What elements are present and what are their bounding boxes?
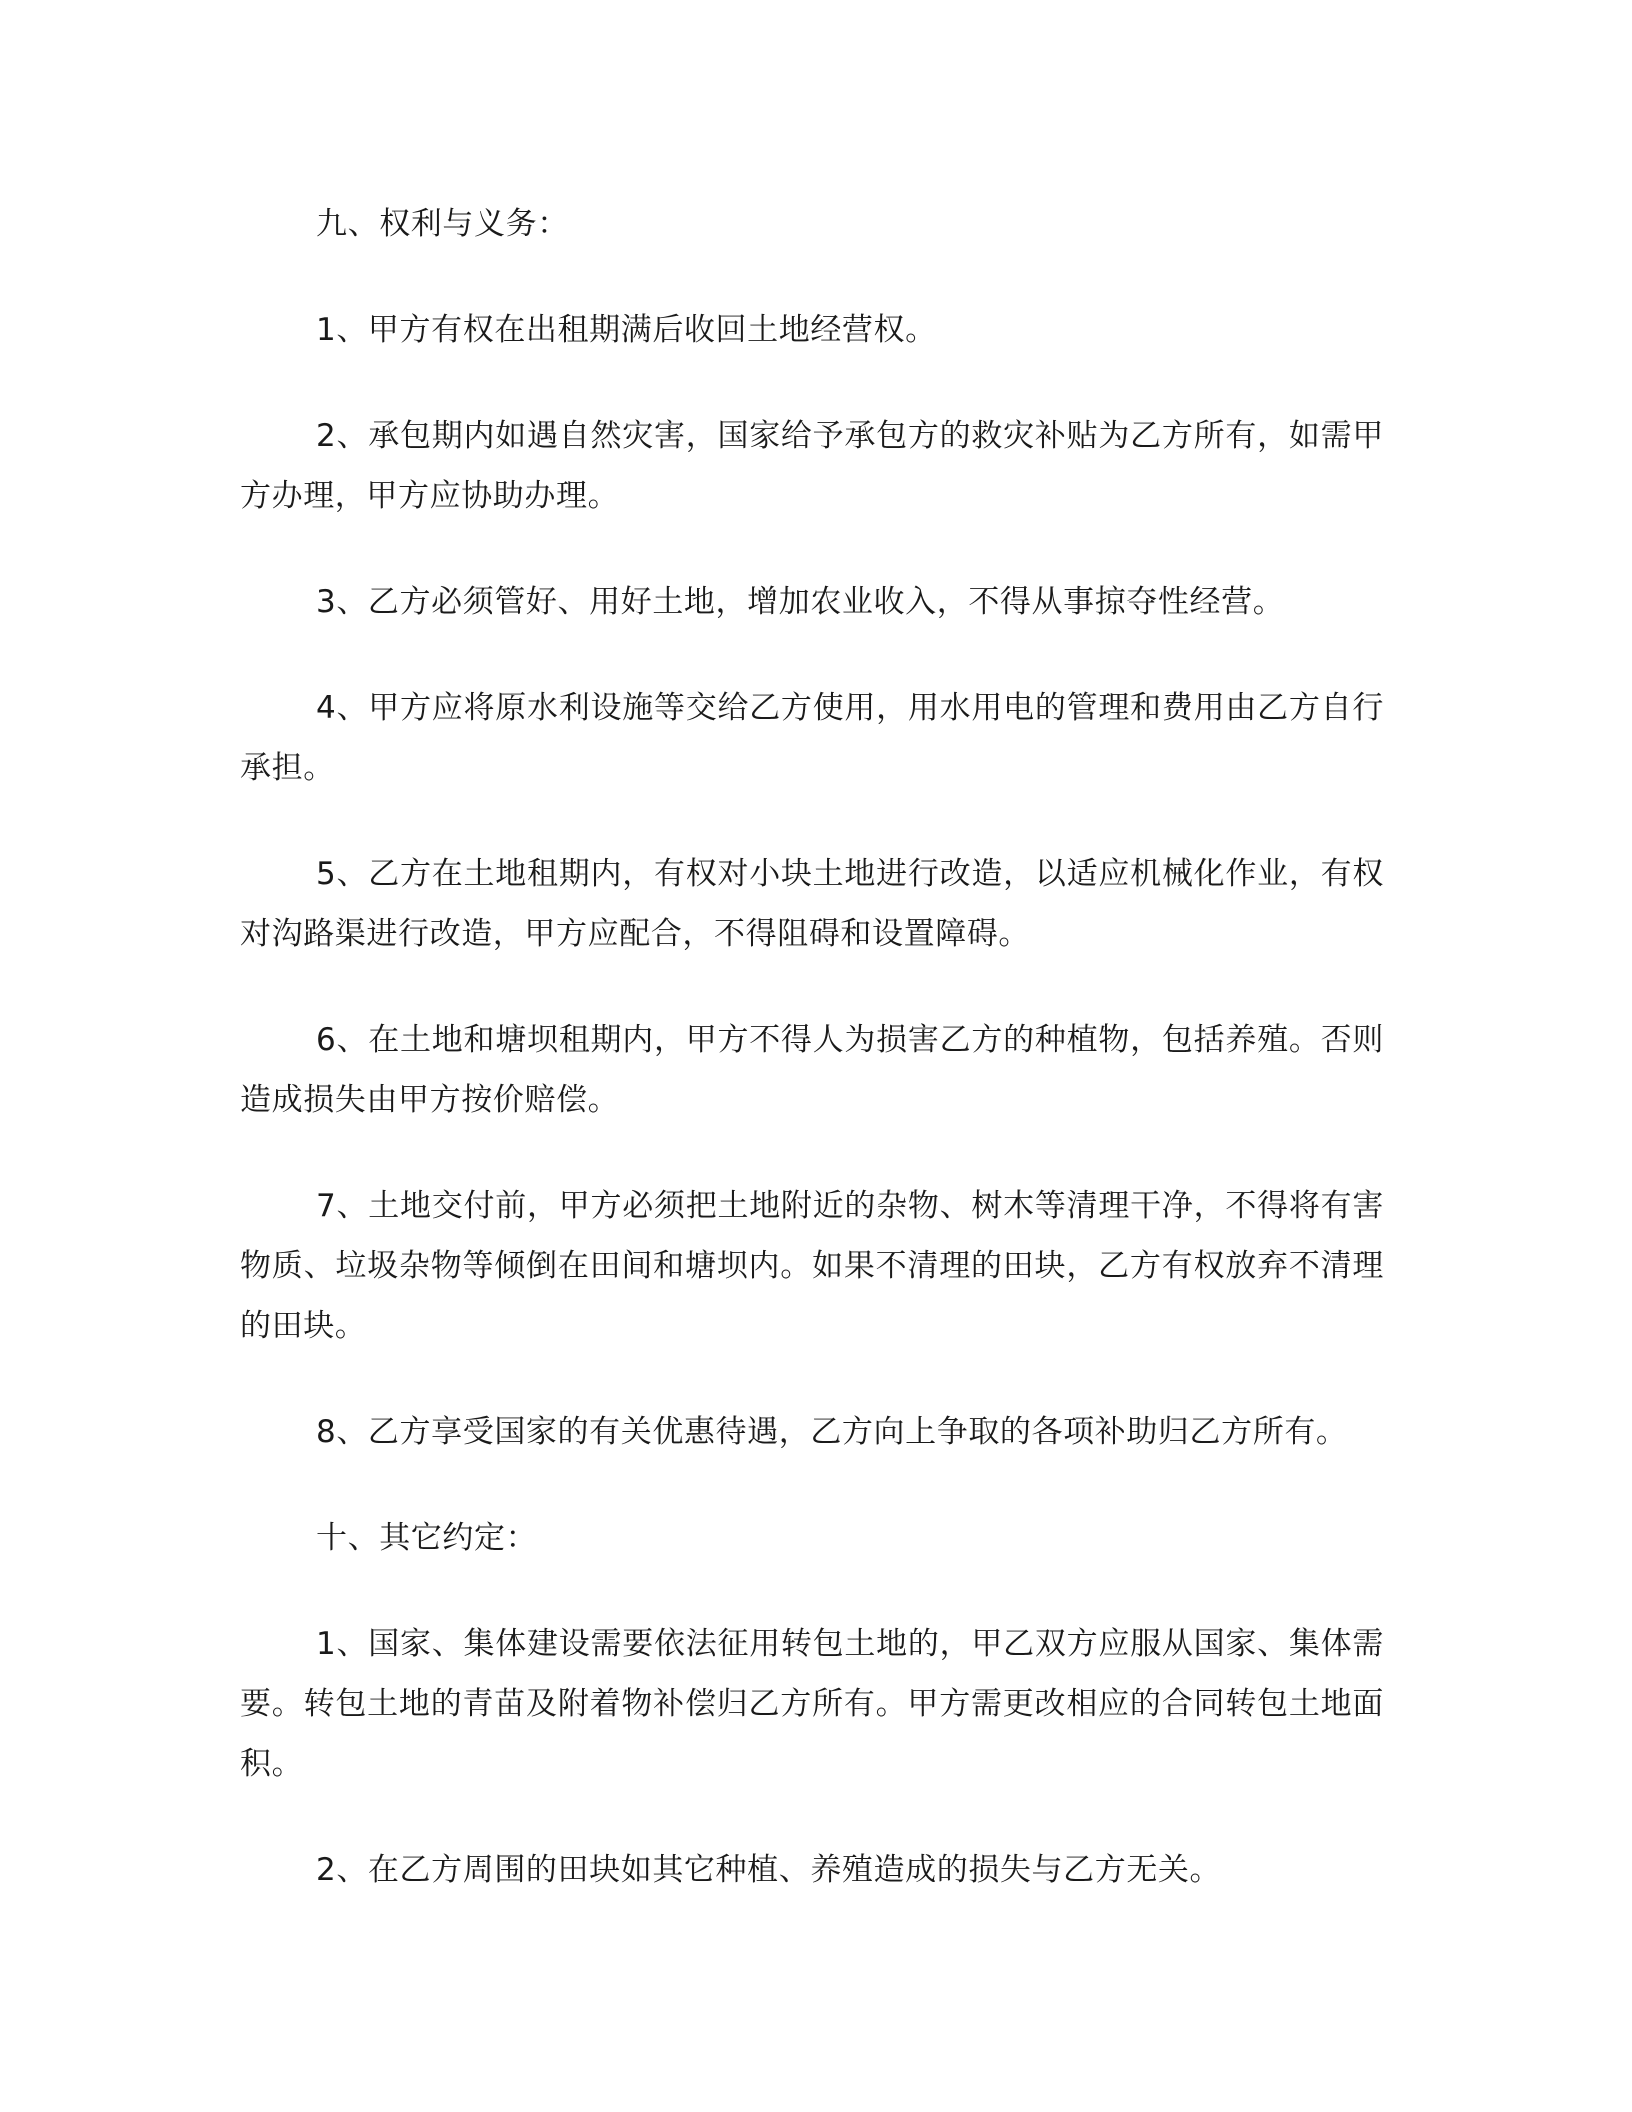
section-heading-other-agreements: 十、其它约定：: [316, 1520, 538, 1556]
clause-rights-7: 7、土地交付前，甲方必须把土地附近的杂物、树木等清理干净，不得将有害物质、垃圾杂物等倾倒在田间和塘坝内。如果不清理的田块，乙方有权放弃不清理的田块。: [240, 1188, 1384, 1344]
section-heading-rights-obligations: 九、权利与义务：: [316, 206, 569, 242]
clause-rights-8: 8、乙方享受国家的有关优惠待遇，乙方向上争取的各项补助归乙方所有。: [316, 1414, 1348, 1450]
clause-rights-2: 2、承包期内如遇自然灾害，国家给予承包方的救灾补贴为乙方所有，如需甲方办理，甲方应协助办理。: [240, 418, 1384, 514]
clause-rights-4: 4、甲方应将原水利设施等交给乙方使用，用水用电的管理和费用由乙方自行承担。: [240, 690, 1384, 786]
clause-rights-5: 5、乙方在土地租期内，有权对小块土地进行改造，以适应机械化作业，有权对沟路渠进行改造，甲方应配合，不得阻碍和设置障碍。: [240, 856, 1384, 952]
clause-other-2: 2、在乙方周围的田块如其它种植、养殖造成的损失与乙方无关。: [316, 1852, 1222, 1888]
clause-other-1: 1、国家、集体建设需要依法征用转包土地的，甲乙双方应服从国家、集体需要。转包土地的青苗及附着物补偿归乙方所有。甲方需更改相应的合同转包土地面积。: [240, 1626, 1384, 1782]
clause-rights-6: 6、在土地和塘坝租期内，甲方不得人为损害乙方的种植物，包括养殖。否则造成损失由甲方按价赔偿。: [240, 1022, 1384, 1118]
clause-rights-1: 1、甲方有权在出租期满后收回土地经营权。: [316, 312, 937, 348]
clause-rights-3: 3、乙方必须管好、用好土地，增加农业收入，不得从事掠夺性经营。: [316, 584, 1285, 620]
